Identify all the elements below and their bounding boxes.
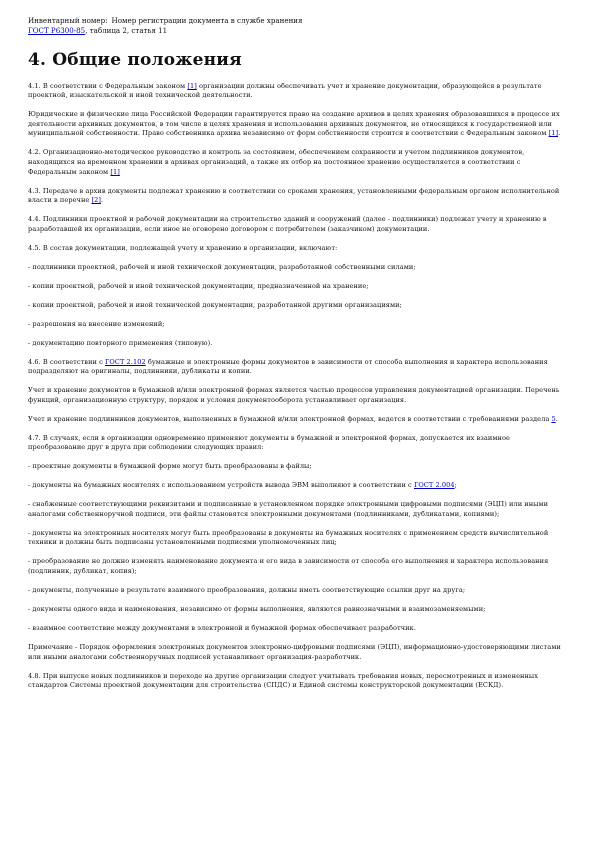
- paragraph: [28, 672, 567, 691]
- paragraph-text: 4.5. В состав документации, подлежащей учету и хранению в организации, включают:: [28, 243, 338, 252]
- paragraph-text: .: [101, 196, 104, 205]
- paragraph: [28, 643, 567, 662]
- document-page: [28, 16, 567, 700]
- reference-link[interactable]: [2]: [91, 196, 101, 205]
- paragraph-text: ;: [454, 481, 457, 490]
- paragraph-text: 4.4. Подлинники проектной и рабочей документации на строительство зданий и сооружений (далее - подлинники) подлежат учету и хранению в разработавшей их организации, если иное не оговорено договором с потребителем (заказчиком) документации.: [28, 215, 547, 233]
- standard-reference-line: [28, 26, 567, 36]
- paragraph-text: .: [555, 414, 558, 423]
- inventory-label: Инвентарный номер:: [28, 16, 108, 25]
- inventory-value: Номер регистрации документа в службе хранения: [111, 16, 303, 25]
- reference-link[interactable]: [1]: [110, 167, 120, 176]
- paragraph: [28, 82, 567, 101]
- paragraph-text: Примечание - Порядок оформления электронных документов электронно-цифровыми подписями (ЭЦП), информационно-удостоверяющими листами или иными аналогами собственноручных подписей устанавливает организация-разработчик.: [28, 642, 561, 661]
- reference-link[interactable]: 5: [551, 414, 556, 423]
- paragraph: [28, 339, 567, 349]
- paragraph: [28, 320, 567, 330]
- paragraph-text: Юридические и физические лица Российской Федерации гарантируется право на создание архивов в целях хранения образовавшихся в процессе их деятельности архивных документов, в том числе в целях хранения и использования архивных документов, не относящихся к государственной или муниципальной собственности. Право собственника архива независимо от форм собственности строится в соответствии с Федеральным законом: [28, 110, 560, 138]
- paragraph: [28, 358, 567, 377]
- paragraph-text: Учет и хранение документов в бумажной и/или электронной формах является частью процессов управления документацией организации. Перечень функций, организационную структуру, порядок и условия документооборота устанавливает организация.: [28, 386, 560, 404]
- reference-link[interactable]: ГОСТ 2.102: [105, 357, 146, 366]
- paragraph: [28, 481, 567, 491]
- standard-link[interactable]: ГОСТ Р6300-85: [28, 25, 86, 35]
- paragraph-text: - документы на электронных носителях могут быть преобразованы в документы на бумажных носителях с применением средств вычислительной техники и должны быть подписаны установленными подписями уполномоченных лиц;: [28, 528, 549, 547]
- paragraph-text: - документы, полученные в результате взаимного преобразования, должны иметь соответствующие ссылки друг на друга;: [28, 586, 466, 594]
- paragraph-text: 4.8. При выпуске новых подлинников и переходе на другие организации следует учитывать требования новых, пересмотренных и измененных стандартов Системы проектной документации для строительства (СПДС) и Единой системы конструкторской документации (ЕСКД).: [28, 671, 538, 690]
- section-title: 4. Общие положения: [28, 49, 242, 70]
- paragraph-text: - копии проектной, рабочей и иной технической документации, предназначенной на хранение;: [28, 281, 369, 290]
- paragraph: [28, 500, 567, 519]
- paragraph: [28, 263, 567, 273]
- paragraph: [28, 187, 567, 206]
- paragraph-text: Учет и хранение подлинников документов, выполненных в бумажной и/или электронной формах, ведется в соответствии с требованиями раздела: [28, 414, 552, 423]
- paragraph-text: - подлинники проектной, рабочей и иной технической документации, разработанной собственными силами;: [28, 262, 416, 271]
- paragraph: [28, 624, 567, 634]
- paragraph-text: бумажные и электронные формы документов в зависимости от способа выполнения и характера использования подразделяют на оригиналы, подлинники, дубликаты и копии.: [28, 357, 548, 376]
- paragraph-text: - копии проектной, рабочей и иной технической документации, разработанной другими организациями;: [28, 300, 402, 309]
- section-body: [28, 82, 567, 691]
- paragraph-text: - снабженные соответствующими реквизитами и подписанные в установленном порядке электронными цифровыми подписями (ЭЦП) или иными аналогами собственноручной подписи, эти файлы становятся электронными документами (подлинниками, дубликатами, копиями);: [28, 500, 549, 518]
- paragraph-text: - проектные документы в бумажной форме могут быть преобразованы в файлы;: [28, 462, 312, 471]
- paragraph: [28, 434, 567, 453]
- paragraph: [28, 148, 567, 177]
- inventory-line: [28, 16, 567, 26]
- reference-link[interactable]: [1]: [187, 81, 197, 90]
- paragraph-text: - документы одного вида и наименования, независимо от формы выполнения, являются равнозначными и взаимозаменяемыми;: [28, 604, 486, 613]
- paragraph-text: - документацию повторного применения (типовую).: [28, 338, 213, 347]
- paragraph: [28, 215, 567, 234]
- document-header: [28, 16, 567, 36]
- paragraph: [28, 605, 567, 615]
- paragraph-text: - разрешения на внесение изменений;: [28, 319, 165, 328]
- paragraph: [28, 557, 567, 576]
- paragraph-text: 4.3. Передаче в архив документы подлежат хранению в соответствии со сроками хранения, установленными федеральным органом исполнительной власти в перечне: [28, 186, 560, 205]
- paragraph-text: 4.6. В соответствии с: [28, 357, 105, 366]
- paragraph: [28, 529, 567, 548]
- paragraph: [28, 462, 567, 472]
- reference-link[interactable]: ГОСТ 2.004: [413, 481, 455, 490]
- paragraph: [28, 386, 567, 405]
- reference-link[interactable]: [1]: [548, 129, 559, 138]
- paragraph: [28, 301, 567, 311]
- paragraph-text: - взаимное соответствие между документами в электронной и бумажной формах обеспечивает разработчик.: [28, 623, 416, 632]
- paragraph: [28, 415, 567, 425]
- standard-reference-rest: , таблица 2, статья 11: [85, 25, 168, 35]
- paragraph-text: - документы на бумажных носителях с использованием устройств вывода ЭВМ выполняют в соответствии с: [28, 481, 414, 490]
- paragraph-text: .: [558, 129, 561, 138]
- paragraph-text: организации должны обеспечивать учет и хранение документации, образующейся в результате проектной, изыскательской и иной технической деятельности.: [28, 81, 542, 100]
- paragraph-text: - преобразование не должно изменять наименование документа и его вида в зависимости от способа его выполнения и характера использования (подлинник, дубликат, копия);: [28, 557, 549, 576]
- paragraph: [28, 244, 567, 254]
- paragraph: [28, 282, 567, 292]
- paragraph: [28, 110, 567, 139]
- paragraph-text: 4.1. В соответствии с Федеральным законом: [28, 81, 188, 90]
- paragraph-text: 4.2. Организационно-методическое руководство и контроль за состоянием, обеспечением сохранности и учетом подлинников документов, находящихся на временном хранении в архивах организаций, а также их отбор на постоянное хранение осуществляется в соответствии с Федеральным законом: [28, 148, 525, 176]
- paragraph: [28, 586, 567, 596]
- paragraph-text: 4.7. В случаях, если в организации одновременно применяют документы в бумажной и электронной формах, допускается их взаимное преобразование друг в друга при соблюдении следующих правил:: [28, 433, 510, 452]
